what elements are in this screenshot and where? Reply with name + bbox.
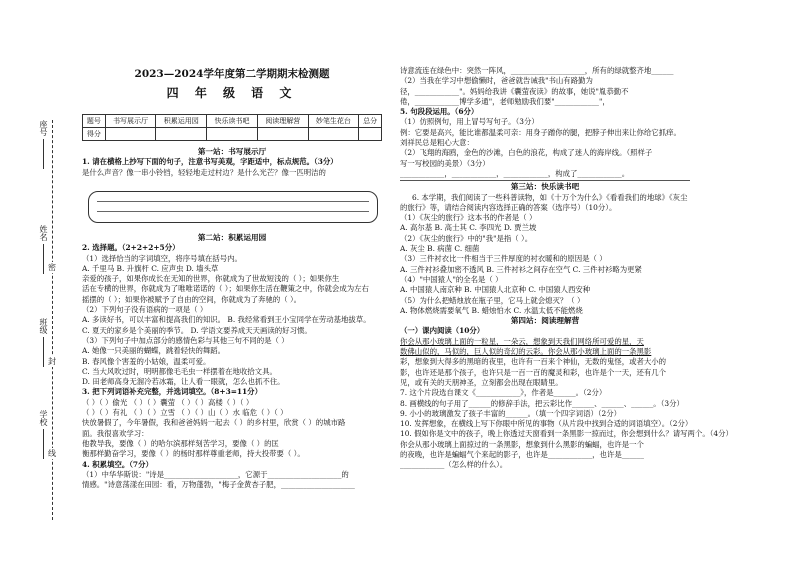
score-table-header-row [83, 115, 382, 128]
table-cell: 阅读理解营 [257, 115, 308, 128]
reading-passage-line: 数佛山似的，马似的，巨人似的奇幻的云彩。你会从那小玻璃上面的一条黑影 [400, 347, 652, 357]
station-heading: 第四站：阅读理解营 [510, 316, 580, 326]
question-5-2: （2）飞翔的海鸥，金色的沙滩，白色的浪花，构成了迷人的海岸线。（照样子 [400, 148, 653, 158]
question-6: 6. 本学期，我们阅读了一些科普读物，如《十万个为什么》《看看我们的地球》《灰尘的旅行》等，请结合阅读内容选择正确的答案（选序号）（10分）。 [400, 192, 688, 212]
options-line: C. 当大风吹过时，明明都像毛毛虫一样摆着在地收拾文具。 [82, 366, 277, 376]
score-table-score-row [83, 128, 382, 141]
writing-line [97, 201, 369, 202]
question-text: 倦，____________博学多通"，老师勉励我们要"____________"， [400, 96, 610, 106]
options-line: A. 中国猿人南京种 B. 中国猿人北京种 C. 中国猿人西安种 [400, 285, 591, 295]
options-line: D. 田老师高身无溜冷若冰霜，让人看一眼就，怎么也抓不住。 [82, 377, 285, 387]
table-cell: 书写展示厅 [105, 115, 156, 128]
question-text: 摇摆的（ ）；如果你被赋予了自由的空间，你就成为了奔驰的（ ）。 [82, 294, 302, 304]
options-line: A. 物体燃烧需要氧气 B. 蜡烛怕水 C. 水温太低不能燃烧 [400, 305, 583, 315]
table-cell: 总分 [359, 115, 382, 128]
seat-number-field[interactable]: 座号 [38, 120, 49, 169]
question-text: 写一写校园的美景）（3分） [400, 158, 490, 168]
answer-line[interactable]: ____________（怎么样的什么）。 [400, 460, 508, 470]
copy-sentence: 是什么声音？像一串小铃铛，轻轻地走过村边？是什么光芒？像一匹明洁的 [82, 167, 326, 177]
score-cell[interactable] [207, 128, 258, 141]
class-field[interactable]: 班级 [38, 318, 49, 367]
score-cell[interactable] [359, 128, 382, 141]
question-text: 快放暑假了，今年暑假，我和爸爸妈妈一起去（ ）的乡村里，欣赏（ ）的城市路 [82, 418, 346, 428]
station-heading: 第二站：积累运用园 [197, 233, 267, 242]
question-text: 衡那样勤奋学习，要像（ ）的杨时那样尊重老师，持大投带要（ ）。 [82, 449, 305, 459]
handwriting-box[interactable] [88, 191, 378, 223]
question-text: 情感。"诗意荡漾在田园：看，万物蓬勃，"梅子金黄杏子肥，____________________ [82, 480, 355, 490]
left-column-top [82, 147, 382, 178]
score-table [82, 114, 382, 141]
table-cell: 题号 [83, 115, 106, 128]
station-heading: 第三站：快乐读书吧 [510, 182, 580, 192]
score-cell[interactable] [308, 128, 359, 141]
question-text: （ ）（ ）有礼 （ ）（ ）立雪 （ ）（ ）山（ ）水 临危（ ）（ ） [82, 408, 288, 418]
question-text: 诗意流连在绿色中：突然一阵风，____________________，所有的绿就整齐地______ [400, 66, 674, 75]
score-cell[interactable] [105, 128, 156, 141]
score-cell[interactable] [156, 128, 207, 141]
options-line: A. 多读好书，可以丰富和提高我们的知识。 B. 我经常看到王小宝同学在劳动基地拔草。 [82, 315, 371, 325]
question-5-1: （1）仿照例句，用上冒号写句子。（3分） [400, 117, 539, 127]
question-9b: 10. 发挥想象，在横线上写下你眼中所见的事物（从片段中找到合适的词语填空）。（2分） [400, 419, 693, 429]
answer-line: 你会从那小玻璃上面掠过的一条黑影，想象到什么黑影的蝙蝠，也许是一个 [400, 439, 644, 449]
question-6-5: （5）为什么把蜡烛放在瓶子里，它马上就会熄灭？（ ） [400, 295, 585, 305]
table-cell: 快乐读书吧 [207, 115, 258, 128]
question-4: 4. 积累填空。（7分） [82, 459, 153, 469]
question-5: 5. 句段段运用。（6分） [400, 107, 479, 117]
table-cell: 积累运用园 [156, 115, 207, 128]
cut-mark-mi: 密 [48, 263, 56, 272]
right-column [400, 66, 733, 471]
question-6-4: （4）"中国猿人"的全名是（ ） [400, 274, 503, 284]
left-column-section2 [82, 233, 382, 490]
question-6-3: （3）三件衬衣比一件相当于三件厚度的衬衣暖和的原因是（ ） [400, 254, 607, 264]
question-2-2: （2）下列句子没有语病的一项是（ ） [82, 305, 208, 315]
question-text: 刘祥民总是粗心大意： [400, 138, 474, 148]
reading-passage-line: 见，或有关的天朋神圣，立刻都会出现在眼睛里。 [400, 377, 563, 387]
question-text: （1）中华华斯说："诗是____________________，它源于____________________的 [82, 469, 349, 479]
cut-mark-xian: 线 [48, 449, 56, 458]
question-text: 径，____________"。妈妈给我讲《囊萤夜读》的故事，她说"胤恭勤不 [400, 86, 629, 96]
question-9: 9. 小小的玻璃激发了孩子丰富的______。（填一个四字词语）（2分） [400, 408, 622, 418]
options-line: A. 三件衬衫叠加密不透风 B. 三件衬衫之间存在空气 C. 三件衬衫略为更紧 [400, 264, 642, 274]
question-6-1: （1）《灰尘的旅行》这本书的作者是（ ） [400, 213, 537, 223]
example-sentence: 例：它要是高兴，能比谁都温柔可亲：用身子蹭你的腿，把脖子伸出来让你给它抓痒。 [400, 127, 681, 137]
station-heading: 第一站：书写展示厅 [197, 147, 267, 156]
options-line: A. 灰尘 B. 病菌 C. 细菌 [400, 244, 480, 254]
binding-margin [0, 0, 70, 561]
question-text: （2）当我在学习中想偷懒时，爸爸就告诫我"书山有路勤为 [400, 76, 593, 86]
question-2: 2. 选择题。（2+2+2+5分） [82, 243, 180, 253]
reading-passage-line: 彩，想象到大得多的黑暗的夜里，也许有一百来个神仙，无数的鬼怪，或者大小的 [400, 357, 667, 367]
question-2-3: （3）下列句子中加点部分的感情色彩与其他三句不同的是（ ） [82, 335, 289, 345]
question-text: 面。我很喜欢学习： [82, 428, 149, 438]
reading-passage-line: 你会从那小玻璃上面的一粒星，一朵云，想象到天我们网络所可爱的星，天 [400, 336, 644, 346]
answer-line[interactable]: 的夜晚，也许是蝙蝠气个来起的影子，也许是____________，也许是______ [400, 449, 644, 459]
options-line: A. 千里马 B. 升旗杆 C. 应声虫 D. 墙头草 [82, 263, 219, 273]
options-line: B. 春风像个害羞的小姑娘，温柔可爱。 [82, 356, 211, 366]
question-text: 他教导我，要像（ ）的哈尔滨那样刻苦学习，要像（ ）的匡 [82, 438, 279, 448]
options-line: C. 夏天的家乡是个美丽的季节。 D. 学语文要养成天天画读的好习惯。 [82, 325, 312, 335]
table-cell: 妙笔生花台 [308, 115, 359, 128]
question-10: 10. 假如你是文中的孩子，晚上你透过天窗看到一条黑影一掠而过，你会想到什么？请写两个。（4分） [400, 429, 733, 439]
question-text: 活在专横的世界，你就成为了唯唯诺诺的（ ）；如果你生活在鞭策之中，你就会成为左右 [82, 284, 369, 294]
binding-cut-line [52, 120, 53, 520]
score-cell[interactable] [257, 128, 308, 141]
question-text: （ ）（ ）偷光 （ ）（ ）囊萤 （ ）（ ）高楼（ ）（ ） [82, 397, 254, 407]
reading-passage-line: 影，也许还是那个孩子，也许只是一百一百的魔灵和彩，也许是个一天，还有几个 [400, 367, 667, 377]
table-cell: 得分 [83, 128, 106, 141]
options-line: A. 她像一只美丽的蝴蝶，跳着轻快的舞蹈。 [82, 346, 226, 356]
reading-subsection: （一）课内阅读（10分） [400, 326, 485, 336]
question-8: 8. 画横线的句子用了______的修辞手法，把云彩比作______、______、______。（3分） [400, 398, 684, 408]
exam-title: 2023—2024学年度第二学期期末检测题 [134, 68, 330, 80]
question-1: 1. 请在横格上抄写下面的句子，注意书写美观，字距适中，标点规范。（3分） [82, 157, 338, 167]
writing-line [97, 211, 369, 212]
cut-mark-feng: 封 [48, 357, 56, 366]
question-text: 亲爱的孩子，如果你成长在无知的世界，你就成为了世故短浅的（ ）；如果你生 [82, 274, 340, 284]
question-7: 7. 这个片段选自课文《____________》，作者是______。（2分） [400, 388, 607, 398]
question-2-1: （1）选择恰当的字词填空，将序号填在括号内。 [82, 253, 242, 263]
school-field[interactable]: 学校 [38, 410, 49, 459]
subject-title: 四 年 级 语 文 [166, 86, 298, 100]
answer-blank[interactable]: ____________，____________，____________，构成了____________。 [400, 168, 630, 178]
question-6-2: （2）《灰尘的旅行》中的"我"是指（ ）。 [400, 233, 533, 243]
question-3: 3. 把下列词语补充完整，并选词填空。（8+3=11分） [82, 387, 262, 397]
options-line: A. 高尔基 B. 高士其 C. 李四光 D. 贾兰坡 [400, 223, 537, 233]
name-field[interactable]: 姓名 [38, 225, 49, 274]
